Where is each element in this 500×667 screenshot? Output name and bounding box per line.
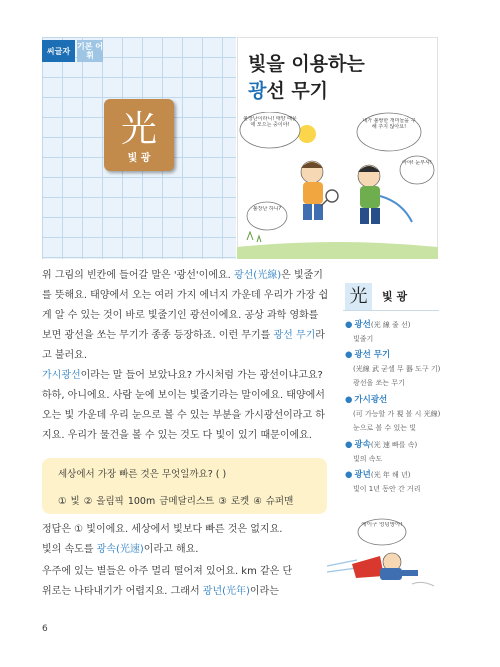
p1-line2: 를 뜻해요. 태양에서 오는 여러 가지 에너지 가운데 우리가 가장 쉽 <box>42 290 329 301</box>
p1-line4 <box>42 326 332 346</box>
side-item-visible-light: ● 가시광선 (可 가능할 가 視 볼 시 光線) 눈으로 볼 수 있는 빛 <box>345 395 441 432</box>
side-hanja: 光 <box>345 283 372 310</box>
page-title-line2 <box>248 76 328 103</box>
side-item-light-speed: ● 광속(光 速 빠를 속) 빛의 속도 <box>345 440 418 463</box>
side-item-weapon: ● 광선 무기 (光線 武 굳셀 무 器 도구 기) 광선을 쏘는 무기 <box>345 350 441 387</box>
side-cartoon-superhero <box>322 516 442 592</box>
child-with-magnifier <box>301 161 338 220</box>
side-item-gwangseon: ● 광선(光 線 줄 선) 빛줄기 <box>345 320 411 343</box>
bubble1-text: 불장난이라니! 태양 때문에 모으는 중이야! <box>243 116 297 128</box>
p1-line1 <box>42 266 332 286</box>
hanja-reading: 빛 광 <box>127 153 151 164</box>
p4-line1: 우주에 있는 별들은 아주 멀리 떨어져 있어요. km 같은 단 <box>42 566 293 577</box>
speech-bubble-1 <box>240 112 300 148</box>
p2-line4: 지요. 우리가 물건을 볼 수 있는 것도 다 빛이 있기 때문이에요. <box>42 430 312 441</box>
p1-line1-a: 위 그림의 빈칸에 들어갈 말은 '광선'이에요. <box>42 270 234 281</box>
p2-line3: 오는 빛 가운데 우리 눈으로 볼 수 있는 부분을 가시광선이라고 하 <box>42 410 325 421</box>
body-paragraph-1 <box>42 266 332 366</box>
p4-line2 <box>42 582 332 602</box>
p3-line2 <box>42 540 332 560</box>
p1-line1-b: 은 빛줄기 <box>281 270 323 281</box>
p1-line5: 고 불러요. <box>42 350 87 361</box>
speech-bubble-4 <box>247 202 287 230</box>
p4-line2-a: 위로는 나타내기가 어렵지요. 그래서 <box>42 586 203 597</box>
hanja-tile <box>104 99 174 171</box>
term-weapon: 광선 무기 <box>273 330 316 341</box>
question-options: ① 빛 ② 올림픽 100m 금메달리스트 ③ 로켓 ④ 슈퍼맨 <box>58 496 294 507</box>
p1-line4-b: 라 <box>315 330 325 341</box>
body-paragraph-3 <box>42 520 332 560</box>
sun-icon <box>298 125 316 143</box>
title-highlight: 광 <box>248 80 267 102</box>
cartoon-bubble-text: 에이구 엉덩방아! <box>361 522 403 528</box>
grass-ground <box>237 242 438 259</box>
section-tab-primary: 씨글자 <box>42 40 75 62</box>
p2-line2: 하하, 아니에요. 사람 눈에 보이는 빛줄기라는 말이에요. 태양에서 <box>42 390 325 401</box>
side-item-light-year: ● 광년(光 年 해 년) 빛이 1년 동안 간 거리 <box>345 470 421 493</box>
speech-bubble-2 <box>357 113 421 151</box>
term-light-year: 광년(光年) <box>202 586 250 597</box>
p3-line2-b: 이라고 해요. <box>143 544 199 555</box>
p3-line2-a: 빛의 속도를 <box>42 544 97 555</box>
section-tab-secondary: 기본 어휘 <box>77 42 103 60</box>
bubble4-text: 불장난 하니? <box>252 206 282 212</box>
cartoon-illustration <box>237 112 438 259</box>
term-gwangseon: 광선(光線) <box>233 270 282 281</box>
p4-line2-b: 이라는 <box>249 586 279 597</box>
term-light-speed: 광속(光速) <box>96 544 144 555</box>
p1-line3: 게 알 수 있는 것이 바로 빛줄기인 광선이에요. 공상 과학 영화를 <box>42 310 319 321</box>
p2-line1 <box>42 366 332 386</box>
page-number: 6 <box>42 624 48 634</box>
side-reading: 빛 광 <box>382 290 408 303</box>
bubble2-text: 내가 불쌍한 개미들을 구해 주지 않아요! <box>362 118 416 130</box>
p1-line4-a: 보면 광선을 쏘는 무기가 종종 등장하죠. 이런 무기를 <box>42 330 274 341</box>
question-text: 세상에서 가장 빠른 것은 무엇일까요? ( ) <box>58 469 227 480</box>
body-paragraph-4 <box>42 562 332 602</box>
speech-bubble-3 <box>400 156 434 184</box>
body-paragraph-2 <box>42 366 332 446</box>
hanja-character: 光 <box>120 109 157 150</box>
bubble3-text: 아야! 눈부셔! <box>402 160 432 166</box>
page-title-line1: 빛을 이용하는 <box>248 53 365 75</box>
p3-line1: 정답은 ① 빛이에요. 세상에서 빛보다 빠른 것은 없지요. <box>42 524 283 535</box>
title-rest: 선 무기 <box>266 80 329 102</box>
p2-line1-b: 이라는 말 들어 보았나요? 가시처럼 가는 광선이냐고요? <box>80 370 323 381</box>
term-visible-light: 가시광선 <box>42 370 81 381</box>
